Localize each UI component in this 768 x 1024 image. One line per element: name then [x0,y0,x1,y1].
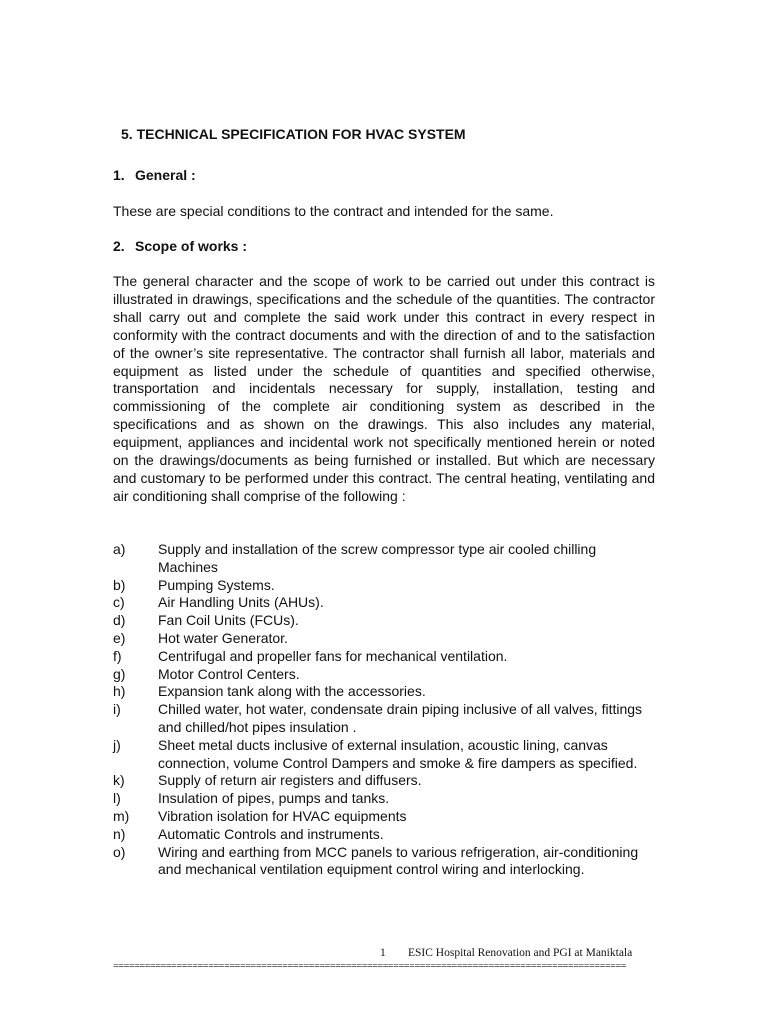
list-marker: d) [113,612,126,629]
list-marker: l) [113,790,121,807]
list-item-text: Insulation of pipes, pumps and tanks. [158,790,390,807]
list-item-text: Motor Control Centers. [158,665,300,682]
list-item-text: Chilled water, hot water, condensate drain piping inclusive of all valves, fittings and chilled/hot pipes insulation . [158,701,643,735]
list-item [113,666,653,684]
section-number: 2. [113,238,125,254]
section-number: 1. [113,167,125,183]
list-item-text: Centrifugal and propeller fans for mechanical ventilation. [158,647,508,664]
list-marker: a) [113,541,126,557]
footer-project-title: ESIC Hospital Renovation and PGI at Maniktala [408,947,633,959]
list-marker: b) [113,576,126,593]
list-marker: i) [113,701,121,718]
list-item [113,648,653,666]
section-heading-scope [113,238,247,254]
general-paragraph: These are special conditions to the contract and intended for the same. [113,203,554,219]
list-item [113,683,653,701]
page-footer [380,947,632,959]
list-item [113,630,653,648]
list-item-text: Supply and installation of the screw compressor type air cooled chilling Machines [158,541,597,575]
list-item [113,541,653,577]
list-item [113,701,653,737]
list-item-text: Hot water Generator. [158,629,288,646]
list-marker: c) [113,594,125,611]
list-item [113,790,653,808]
list-item-text: Vibration isolation for HVAC equipments [158,807,407,824]
list-marker: g) [113,665,126,682]
list-item-text: Pumping Systems. [158,576,275,593]
list-item [113,612,653,630]
list-item-text: Supply of return air registers and diffusers. [158,772,422,789]
list-item [113,772,653,790]
page-number: 1 [380,947,386,959]
list-marker: h) [113,683,126,700]
footer-divider: ================================================================================================= [113,961,627,972]
list-marker: j) [113,736,121,753]
list-item-text: Fan Coil Units (FCUs). [158,612,299,629]
list-item [113,577,653,595]
list-marker: n) [113,825,126,842]
section-heading-label: General : [135,167,196,183]
list-item-text: Air Handling Units (AHUs). [158,594,324,611]
list-marker: e) [113,629,126,646]
list-item-text: Expansion tank along with the accessories. [158,683,426,700]
list-item-text: Wiring and earthing from MCC panels to various refrigeration, air-conditioning and mechanical ventilation equipment control wiring and interlocking. [158,843,639,878]
list-item-text: Sheet metal ducts inclusive of external insulation, acoustic lining, canvas connection, volume Control Dampers and smoke & fire dampers as specified. [158,736,638,771]
list-marker: f) [113,647,122,664]
section-heading-label: Scope of works : [135,238,248,254]
section-heading-general [113,167,196,183]
list-item [113,737,653,773]
list-marker: k) [113,772,125,789]
list-item [113,844,653,880]
document-title: 5. TECHNICAL SPECIFICATION FOR HVAC SYSTEM [121,126,466,142]
list-item [113,826,653,844]
scope-item-list [113,541,653,879]
list-item [113,808,653,826]
list-item [113,594,653,612]
scope-paragraph: The general character and the scope of work to be carried out under this contract is illustrated in drawings, specifications and the schedule of the quantities. The contractor shall carry out and complete the said work under this contract in every respect in conformity with the contract documents and with the direction of and to the satisfaction of the owner’s site representative. The contractor shall furnish all labor, materials and equipment as listed under the schedule of quantities and specified otherwise, transportation and incidentals necessary for supply, installation, testing and commissioning of the complete air conditioning system as described in the specifications and as shown on the drawings. This also includes any material, equipment, appliances and incidental work not specifically mentioned herein or noted on the drawings/documents as being furnished or installed. But which are necessary and customary to be performed under this contract. The central heating, ventilating and air conditioning shall comprise of the following : [113,273,655,504]
list-marker: m) [113,807,130,824]
list-marker: o) [113,843,126,860]
list-item-text: Automatic Controls and instruments. [158,825,384,842]
